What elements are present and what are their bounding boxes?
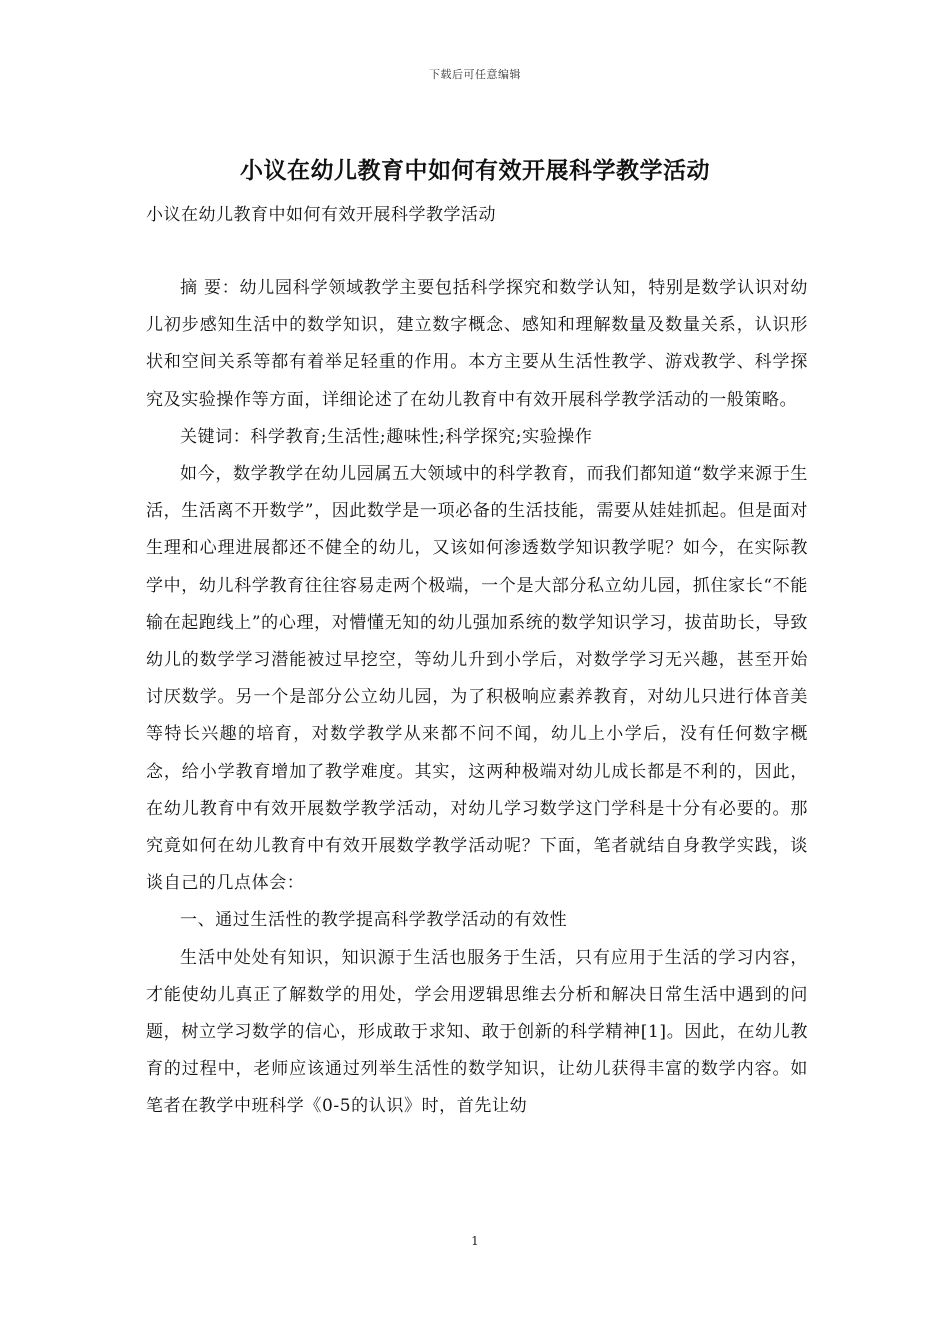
document-body bbox=[146, 270, 808, 1126]
document-title: 小议在幼儿教育中如何有效开展科学教学活动 bbox=[240, 157, 710, 184]
keywords-paragraph: 关键词：科学教育;生活性;趣味性;科学探究;实验操作 bbox=[180, 426, 593, 447]
section-heading: 一、通过生活性的教学提高科学教学活动的有效性 bbox=[180, 910, 568, 931]
section-paragraph: 生活中处处有知识，知识源于生活也服务于生活，只有应用于生活的学习内容，才能使幼儿真正了解数学的用处，学会用逻辑思维去分析和解决日常生活中遇到的问题，树立学习数学的信心，形成敢于求知、敢于创新的科学精神[1]。因此，在幼儿教育的过程中，老师应该通过列举生活性的数学知识，让幼儿获得丰富的数学内容。如笔者在教学中班科学《0-5的认识》时，首先让幼 bbox=[146, 947, 808, 1117]
intro-paragraph: 如今，数学教学在幼儿园属五大领域中的科学教育，而我们都知道“数学来源于生活，生活离不开数学”，因此数学是一项必备的生活技能，需要从娃娃抓起。但是面对生理和心理进展都还不健全的幼儿，又该如何渗透数学知识教学呢？如今，在实际教学中，幼儿科学教育往往容易走两个极端，一个是大部分私立幼儿园，抓住家长“不能输在起跑线上”的心理，对懵懂无知的幼儿强加系统的数学知识学习，拔苗助长，导致幼儿的数学学习潜能被过早挖空，等幼儿升到小学后，对数学学习无兴趣，甚至开始讨厌数学。另一个是部分公立幼儿园，为了积极响应素养教育，对幼儿只进行体音美等特长兴趣的培育，对数学教学从来都不问不闻，幼儿上小学后，没有任何数字概念，给小学教育增加了教学难度。其实，这两种极端对幼儿成长都是不利的，因此，在幼儿教育中有效开展数学教学活动，对幼儿学习数学这门学科是十分有必要的。那究竟如何在幼儿教育中有效开展数学教学活动呢？下面，笔者就结自身教学实践，谈谈自己的几点体会： bbox=[146, 464, 808, 894]
document-subtitle: 小议在幼儿教育中如何有效开展科学教学活动 bbox=[146, 205, 496, 225]
header-note: 下载后可任意编辑 bbox=[429, 68, 521, 81]
abstract-paragraph: 摘 要：幼儿园科学领域教学主要包括科学探究和数学认知，特别是数学认识对幼儿初步感知生活中的数学知识，建立数字概念、感知和理解数量及数量关系，认识形状和空间关系等都有着举足轻重的作用。本方主要从生活性教学、游戏教学、科学探究及实验操作等方面，详细论述了在幼儿教育中有效开展科学教学活动的一般策略。 bbox=[146, 278, 808, 410]
page-number: 1 bbox=[471, 1234, 479, 1248]
